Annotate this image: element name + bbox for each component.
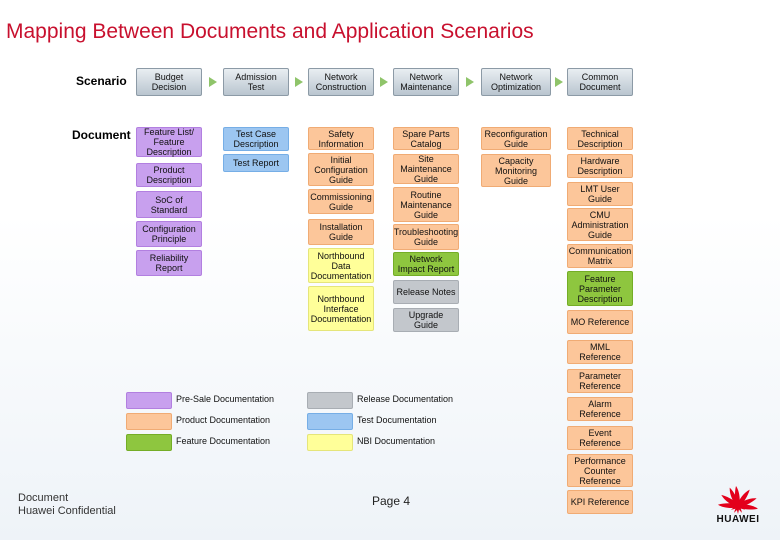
document-box: Reliability Report [136, 250, 202, 276]
scenario-box: Network Maintenance [393, 68, 459, 96]
flow-arrow-icon [295, 77, 303, 87]
document-box: Initial Configuration Guide [308, 153, 374, 186]
document-box: Safety Information [308, 127, 374, 150]
document-box: SoC of Standard [136, 191, 202, 218]
document-box: Spare Parts Catalog [393, 127, 459, 150]
document-box: Upgrade Guide [393, 308, 459, 332]
document-row-label: Document [72, 128, 131, 142]
document-box: KPI Reference [567, 490, 633, 514]
legend-swatch [126, 392, 172, 409]
legend-swatch [307, 392, 353, 409]
scenario-box: Network Optimization [481, 68, 551, 96]
document-box: Event Reference [567, 426, 633, 450]
legend-swatch [126, 413, 172, 430]
footer-confidential-label: Huawei Confidential [18, 505, 116, 517]
document-box: Site Maintenance Guide [393, 154, 459, 184]
document-box: Northbound Data Documentation [308, 248, 374, 283]
legend-label: Feature Documentation [176, 436, 271, 446]
document-box: Feature Parameter Description [567, 271, 633, 306]
legend-label: NBI Documentation [357, 436, 436, 446]
scenario-row-label: Scenario [76, 74, 127, 88]
document-box: Test Case Description [223, 127, 289, 151]
scenario-box: Common Document [567, 68, 633, 96]
legend-label: Release Documentation [357, 394, 454, 404]
footer-confidential [18, 492, 116, 518]
document-box: Product Description [136, 163, 202, 187]
legend-swatch [307, 434, 353, 451]
document-box: Configuration Principle [136, 221, 202, 247]
legend-swatch [307, 413, 353, 430]
document-box: Troubleshooting Guide [393, 224, 459, 250]
document-box: Performance Counter Reference [567, 454, 633, 487]
flow-arrow-icon [380, 77, 388, 87]
document-box: MML Reference [567, 340, 633, 364]
flow-arrow-icon [466, 77, 474, 87]
scenario-box: Budget Decision [136, 68, 202, 96]
page-number: Page 4 [372, 494, 411, 508]
document-box: Parameter Reference [567, 369, 633, 393]
document-box: Hardware Description [567, 154, 633, 178]
legend-label: Test Documentation [357, 415, 437, 425]
document-box: LMT User Guide [567, 182, 633, 206]
document-box: Technical Description [567, 127, 633, 150]
document-box: Alarm Reference [567, 397, 633, 421]
document-box: Test Report [223, 154, 289, 172]
document-box: Communication Matrix [568, 246, 632, 266]
document-box: Network Impact Report [393, 252, 459, 276]
scenario-box: Admission Test [223, 68, 289, 96]
document-box: Capacity Monitoring Guide [481, 154, 551, 187]
page-title: Mapping Between Documents and Application Scenarios [6, 20, 534, 43]
legend-label: Pre-Sale Documentation [176, 394, 275, 404]
document-box: Northbound Interface Documentation [308, 286, 374, 331]
document-box: Routine Maintenance Guide [393, 187, 459, 222]
document-box: MO Reference [567, 310, 633, 334]
scenario-box: Network Construction [308, 68, 374, 96]
document-box: Release Notes [393, 280, 459, 304]
document-box: Feature List/ Feature Description [136, 127, 202, 157]
footer-document-label: Document [18, 492, 69, 504]
flow-arrow-icon [209, 77, 217, 87]
huawei-logo-text: HUAWEI [716, 514, 760, 525]
legend-swatch [126, 434, 172, 451]
document-box: CMU Administration Guide [567, 208, 633, 241]
document-box: Installation Guide [308, 219, 374, 245]
flow-arrow-icon [555, 77, 563, 87]
document-box: Commissioning Guide [308, 189, 374, 214]
legend-label: Product Documentation [176, 415, 271, 425]
document-box: Reconfiguration Guide [481, 127, 551, 150]
